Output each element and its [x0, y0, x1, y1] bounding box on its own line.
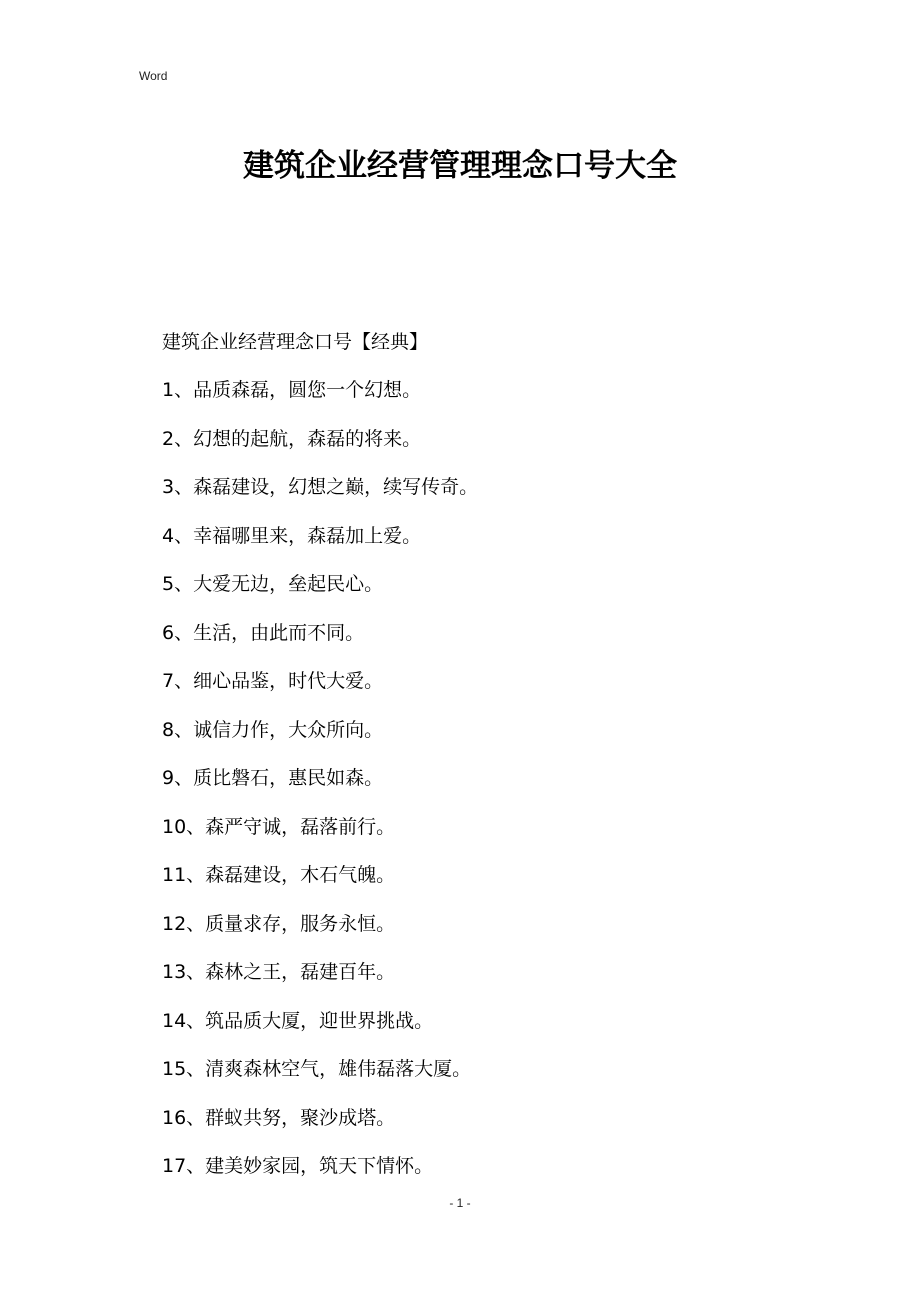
list-item: 16、群蚁共努，聚沙成塔。 — [162, 1106, 396, 1129]
list-item: 1、品质森磊，圆您一个幻想。 — [162, 379, 422, 401]
slogan-list — [162, 376, 478, 1201]
list-item: 12、质量求存，服务永恒。 — [162, 912, 396, 935]
list-item: 3、森磊建设，幻想之巅，续写传奇。 — [162, 476, 479, 498]
document-title: 建筑企业经营管理理念口号大全 — [243, 148, 677, 184]
list-item: 9、质比磐石，惠民如森。 — [162, 767, 384, 789]
list-item: 5、大爱无边，垒起民心。 — [162, 573, 384, 595]
list-item: 17、建美妙家园，筑天下情怀。 — [162, 1155, 434, 1177]
list-item: 14、筑品质大厦，迎世界挑战。 — [162, 1009, 434, 1032]
list-item: 4、幸福哪里来，森磊加上爱。 — [162, 524, 422, 547]
list-item: 2、幻想的起航，森磊的将来。 — [162, 427, 422, 450]
list-item: 15、清爽森林空气，雄伟磊落大厦。 — [162, 1058, 472, 1080]
list-item: 11、森磊建设，木石气魄。 — [162, 864, 396, 886]
list-item: 6、生活，由此而不同。 — [162, 621, 365, 644]
list-item: 8、诚信力作，大众所向。 — [162, 718, 384, 741]
list-item: 10、森严守诚，磊落前行。 — [162, 815, 396, 838]
list-item: 7、细心品鉴，时代大爱。 — [162, 670, 384, 692]
page-number: - 1 - — [449, 1196, 471, 1210]
header-word-label: Word — [139, 69, 168, 83]
section-heading: 建筑企业经营理念口号【经典】 — [162, 331, 429, 353]
list-item: 13、森林之王，磊建百年。 — [162, 961, 396, 983]
